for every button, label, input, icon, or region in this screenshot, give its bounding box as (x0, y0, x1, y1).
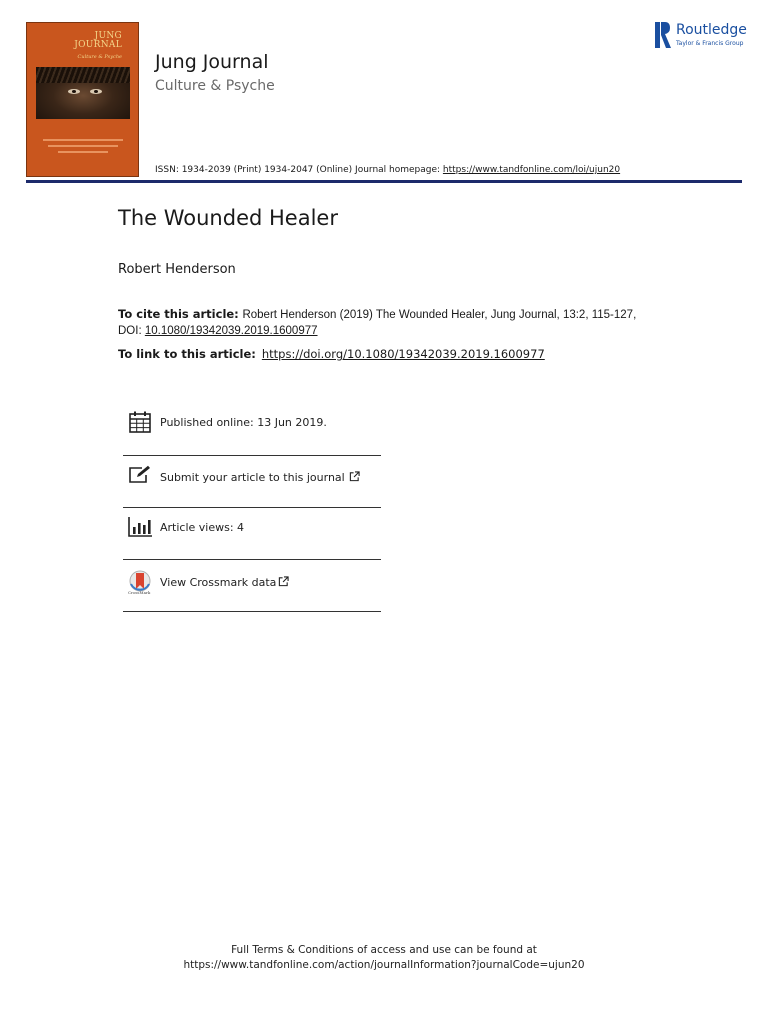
submit-article-row[interactable] (123, 465, 381, 509)
issn-line (155, 165, 620, 175)
bar-chart-icon (128, 515, 152, 539)
info-divider (123, 507, 381, 508)
publisher-name: Routledge (676, 22, 747, 38)
footer-terms-text: Full Terms & Conditions of access and use can be found at (231, 944, 537, 956)
info-divider (123, 455, 381, 456)
cover-photo (36, 67, 130, 119)
crossmark-caption: CrossMark (128, 590, 151, 595)
header-divider (26, 180, 742, 183)
published-online-row (123, 410, 381, 454)
citation-doi-link[interactable]: 10.1080/19342039.2019.1600977 (144, 324, 318, 337)
submit-article-text[interactable]: Submit your article to this journal (160, 471, 345, 484)
journal-homepage-link[interactable]: https://www.tandfonline.com/loi/ujun20 (442, 165, 621, 175)
publisher-tagline: Taylor & Francis Group (676, 40, 744, 47)
crossmark-label[interactable] (160, 576, 289, 589)
cover-title (42, 32, 122, 50)
journal-title: Jung Journal (155, 51, 269, 73)
article-link-label: To link to this article: (118, 347, 256, 361)
journal-subtitle: Culture & Psyche (155, 78, 275, 94)
citation-block (118, 307, 658, 338)
footer-terms-url[interactable]: https://www.tandfonline.com/action/journalInformation?journalCode=ujun20 (183, 958, 585, 971)
cover-title-line1: JUNG (94, 31, 122, 41)
footer (0, 943, 768, 972)
issn-text: ISSN: 1934-2039 (Print) 1934-2047 (Online) Journal homepage: (155, 165, 443, 175)
article-title: The Wounded Healer (118, 206, 338, 230)
article-views-label: Article views: 4 (160, 521, 245, 534)
crossmark-row[interactable] (123, 570, 381, 614)
published-online-label: Published online: 13 Jun 2019. (160, 416, 327, 429)
journal-cover-image (26, 22, 139, 177)
submit-article-label[interactable] (160, 471, 360, 484)
cover-title-line2: JOURNAL (74, 40, 122, 50)
article-author: Robert Henderson (118, 262, 236, 277)
calendar-icon (128, 410, 152, 434)
edit-pencil-icon (128, 465, 152, 489)
info-divider (123, 559, 381, 560)
article-views-row (123, 515, 381, 559)
crossmark-text[interactable]: View Crossmark data (160, 576, 277, 589)
cover-text-lines (43, 139, 123, 157)
info-divider (123, 611, 381, 612)
external-link-icon (278, 576, 289, 587)
external-link-icon (349, 471, 360, 482)
routledge-logo-icon (655, 22, 671, 48)
article-doi-link[interactable]: https://doi.org/10.1080/19342039.2019.1600977 (261, 347, 545, 361)
article-link-block (118, 347, 545, 361)
citation-label: To cite this article: (118, 307, 239, 321)
cover-subtitle: Culture & Psyche (77, 54, 122, 60)
citation-text: Robert Henderson (2019) The Wounded Healer, Jung Journal, 13:2, 115-127, DOI: (118, 309, 637, 337)
